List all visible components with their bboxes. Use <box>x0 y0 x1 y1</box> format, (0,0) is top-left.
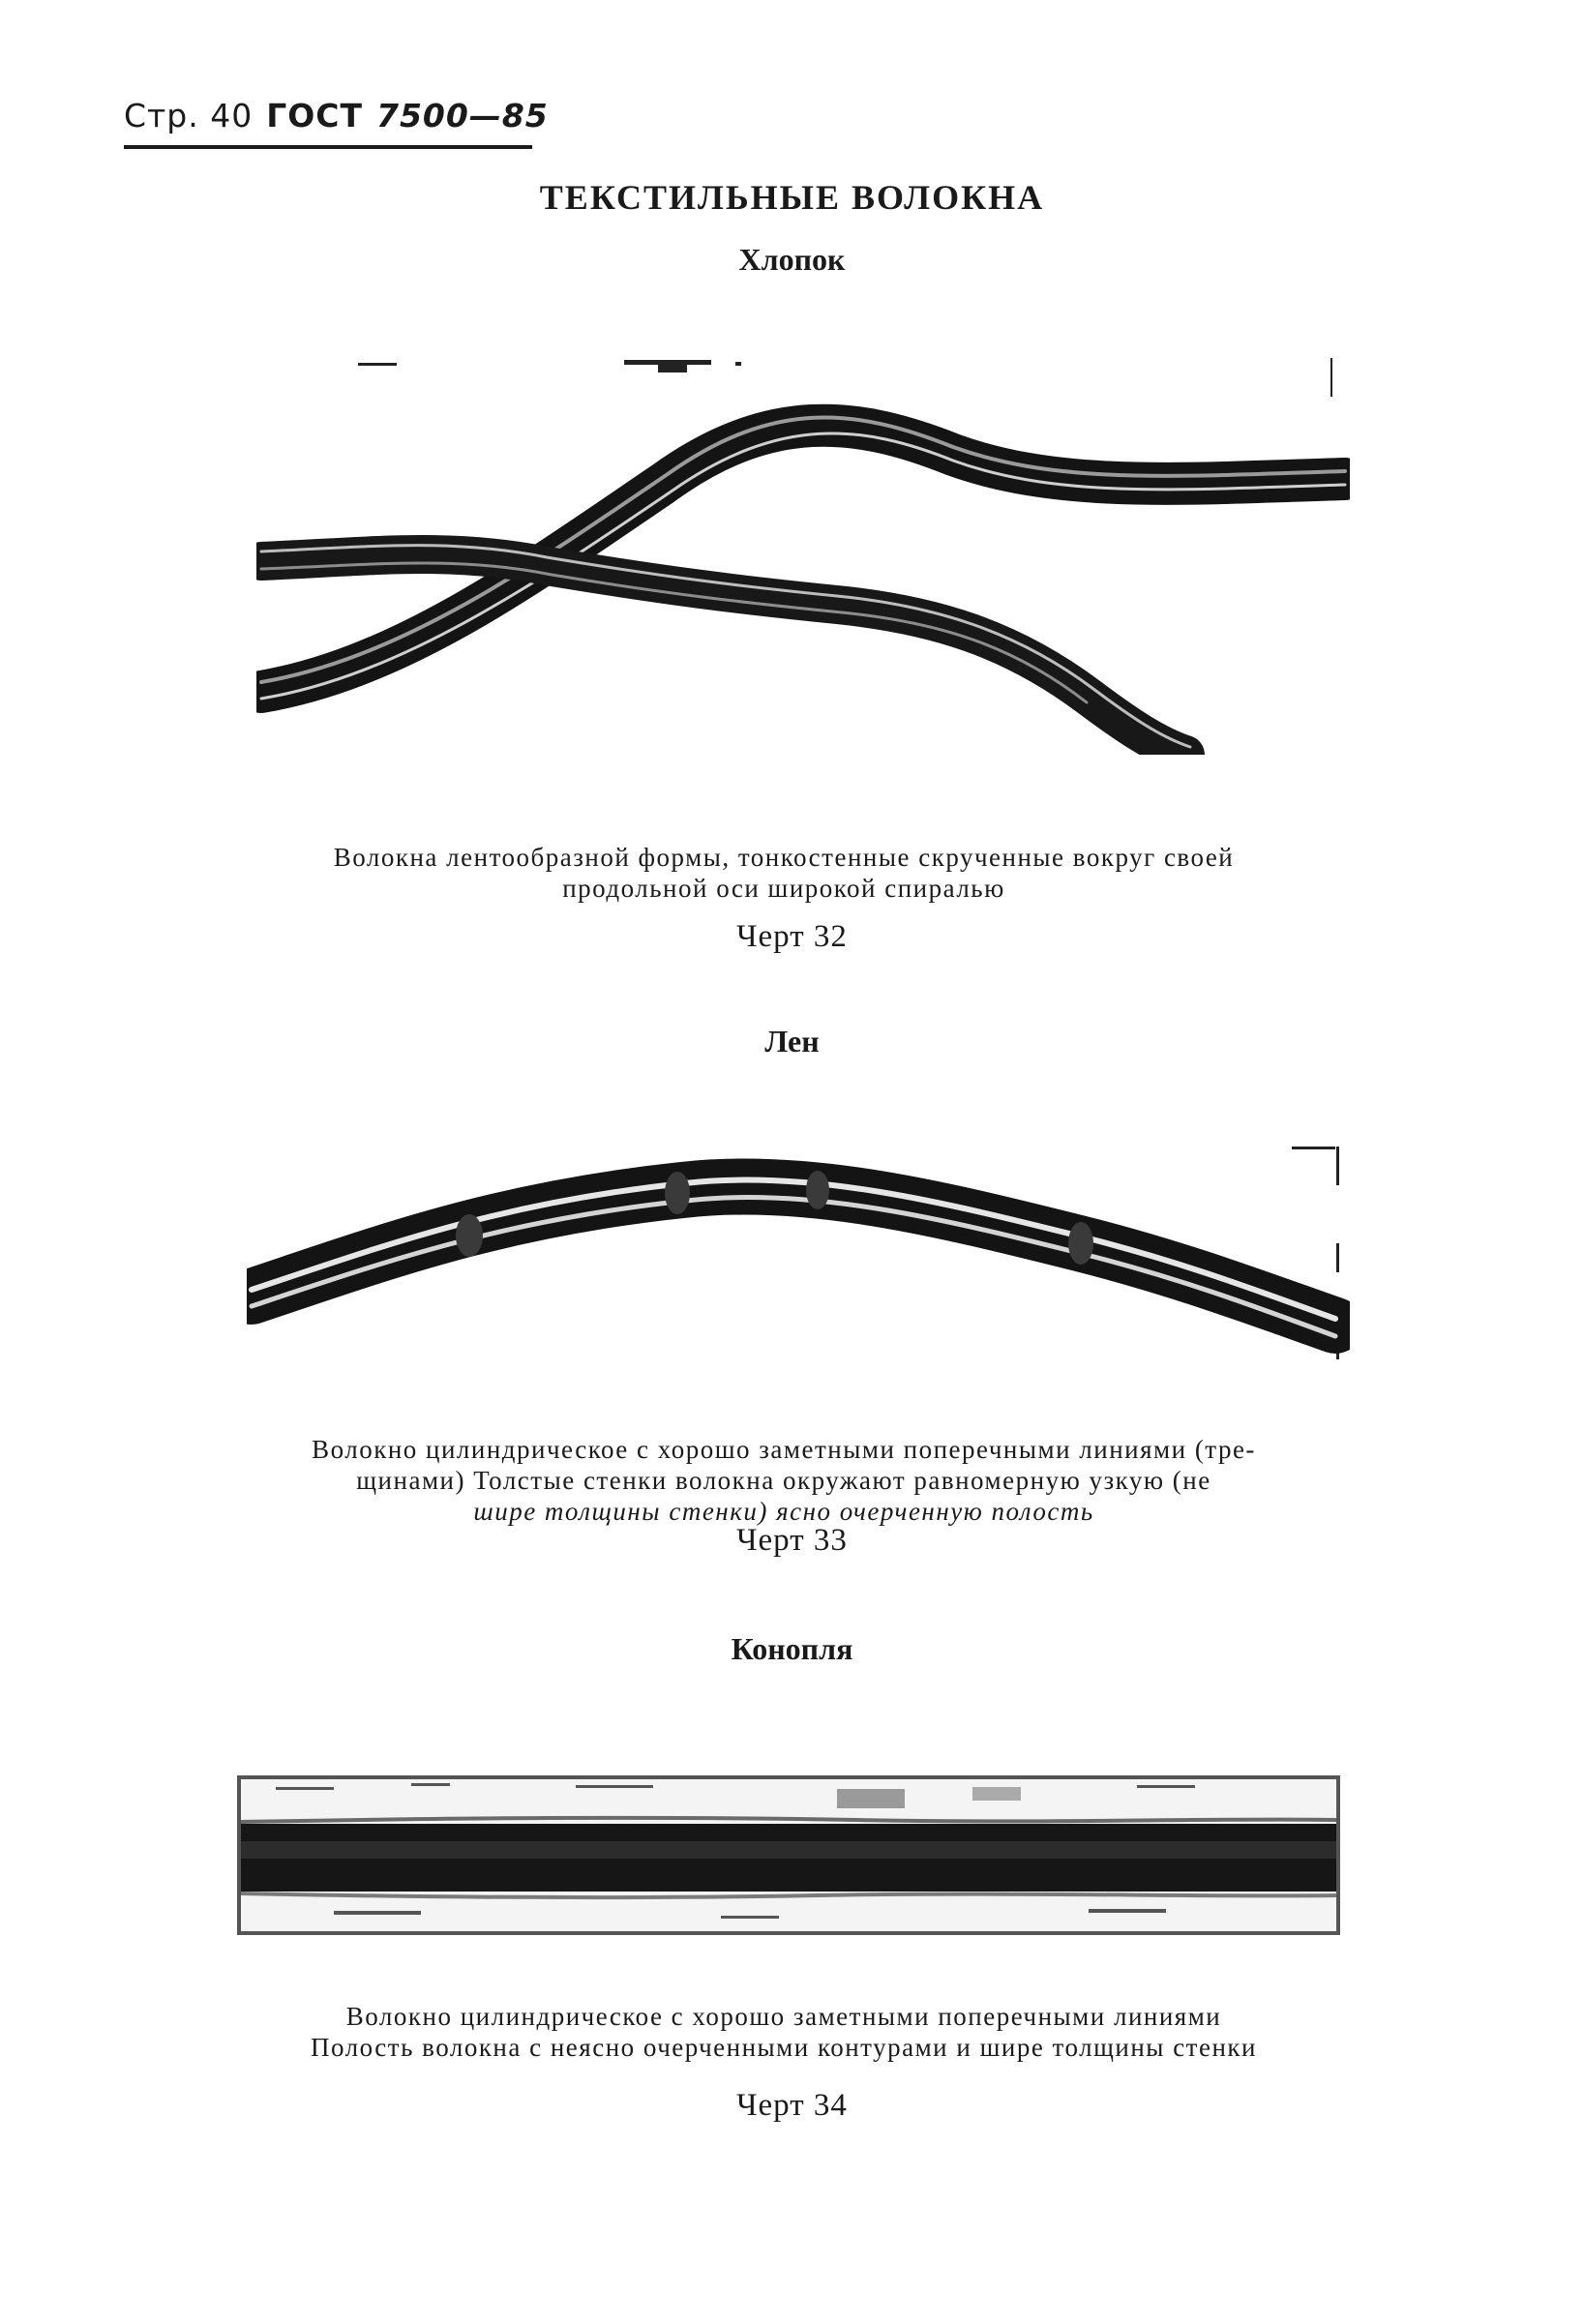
section-heading-flax: Лен <box>764 1024 820 1058</box>
micrograph-flax <box>247 1137 1350 1379</box>
micrograph-hemp <box>237 1775 1340 1935</box>
caption-hemp <box>242 2001 1326 2063</box>
micrograph-cotton <box>256 348 1350 755</box>
page-header <box>124 97 549 134</box>
caption-line: продольной оси широкой спиралью <box>562 874 1005 903</box>
caption-line: Волокно цилиндрическое с хорошо заметными поперечными линиями <box>345 2002 1222 2031</box>
figure-label-33: Черт 33 <box>736 1523 848 1558</box>
fiber-flax <box>252 1179 1335 1336</box>
speck-marks <box>358 358 1332 397</box>
caption-line: Полость волокна с неясно очерченными контурами и шире толщины стенки <box>311 2033 1257 2062</box>
fiber-hemp <box>241 1818 1336 1897</box>
standard-name: ГОСТ <box>266 97 363 134</box>
header-rule <box>124 145 532 149</box>
standard-number: 7500—85 <box>376 97 549 134</box>
page-number: Стр. 40 <box>124 97 254 134</box>
section-heading-hemp: Конопля <box>731 1631 853 1666</box>
caption-line: щинами) Толстые стенки волокна окружают равномерную узкую (не <box>356 1466 1211 1495</box>
caption-line: Волокна лентообразной формы, тонкостенные скрученные вокруг своей <box>333 843 1235 872</box>
caption-flax <box>242 1434 1326 1527</box>
section-heading-cotton: Хлопок <box>738 242 846 277</box>
page-title: ТЕКСТИЛЬНЫЕ ВОЛОКНА <box>539 178 1045 217</box>
caption-line: шире толщины стенки) ясно очерченную полость <box>473 1497 1094 1526</box>
caption-line: Волокно цилиндрическое с хорошо заметными поперечными линиями (тре- <box>312 1435 1256 1464</box>
figure-label-34: Черт 34 <box>736 2088 848 2123</box>
figure-label-32: Черт 32 <box>736 919 848 954</box>
caption-cotton <box>242 842 1326 904</box>
